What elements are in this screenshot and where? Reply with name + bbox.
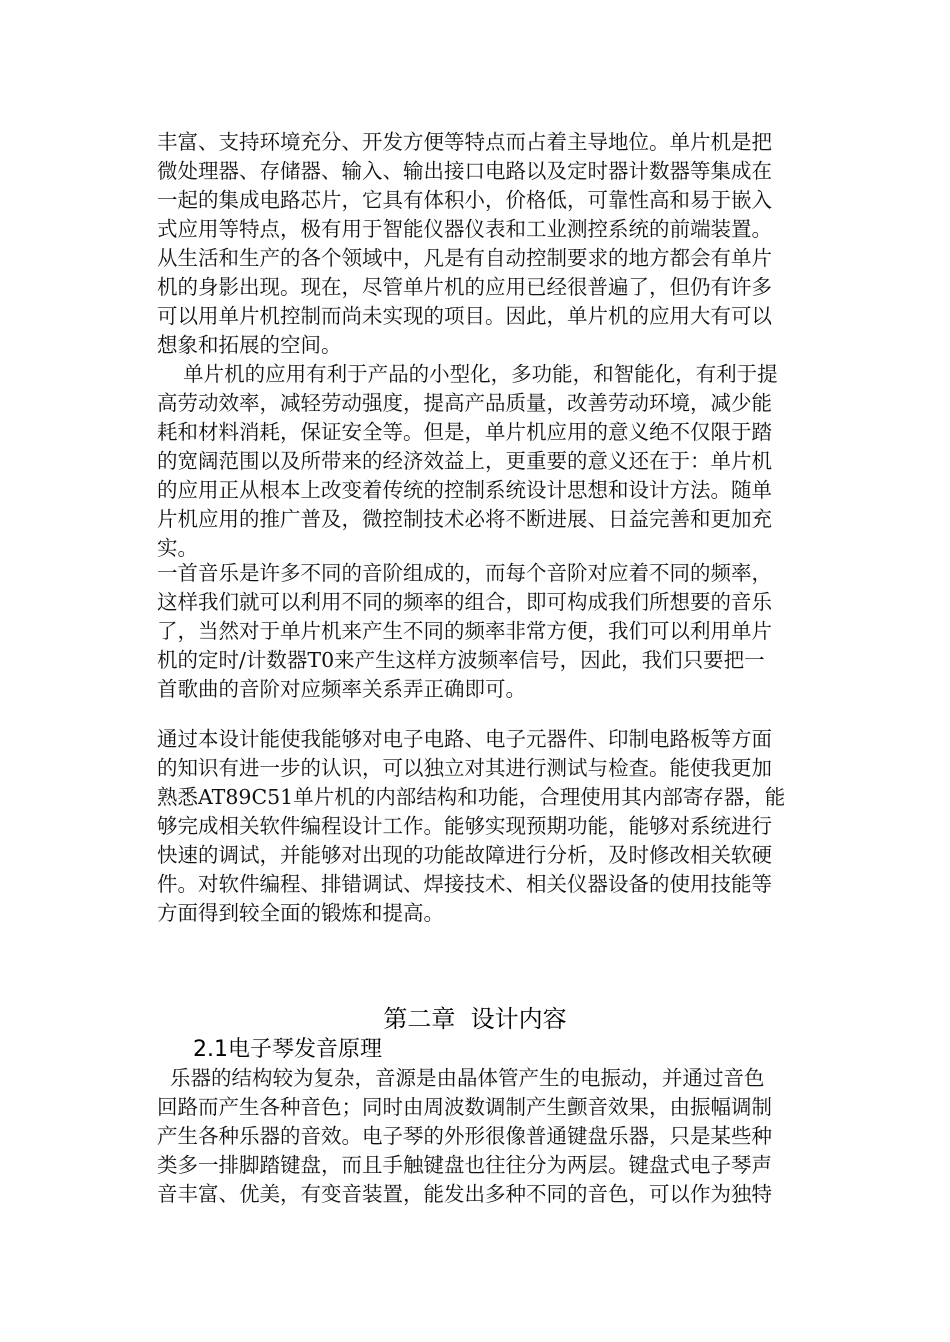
paragraph-3-line: 这样我们就可以利用不同的频率的组合，即可构成我们所想要的音乐 [157,590,772,614]
paragraph-4-line: 方面得到较全面的锻炼和提高。 [157,901,444,925]
paragraph-3-line: 一首音乐是许多不同的音阶组成的，而每个音阶对应着不同的频率， [157,561,772,585]
section-title: 2.1电子琴发音原理 [193,1037,382,1062]
paragraph-4-line: 通过本设计能使我能够对电子电路、电子元器件、印制电路板等方面 [157,727,772,751]
section-paragraph-line: 音丰富、优美，有变音装置，能发出多种不同的音色，可以作为独特 [157,1182,772,1206]
paragraph-1-line: 微处理器、存储器、输入、输出接口电路以及定时器计数器等集成在 [157,159,772,183]
paragraph-1-line: 想象和拓展的空间。 [157,333,342,357]
paragraph-1-line: 可以用单片机控制而尚未实现的项目。因此，单片机的应用大有可以 [157,304,772,328]
section-paragraph-line: 回路而产生各种音色；同时由周波数调制产生颤音效果，由振幅调制 [157,1095,772,1119]
paragraph-3-line: 了，当然对于单片机来产生不同的频率非常方便，我们可以利用单片 [157,619,772,643]
paragraph-2-line: 单片机的应用有利于产品的小型化，多功能，和智能化，有利于提 [157,362,778,386]
paragraph-4-line: 快速的调试，并能够对出现的功能故障进行分析，及时修改相关软硬 [157,843,772,867]
paragraph-4-line: 件。对软件编程、排错调试、焊接技术、相关仪器设备的使用技能等 [157,872,772,896]
paragraph-2-line: 高劳动效率，减轻劳动强度，提高产品质量，改善劳动环境，减少能 [157,391,772,415]
paragraph-2-line: 实。 [157,536,198,560]
paragraph-3-line: 首歌曲的音阶对应频率关系弄正确即可。 [157,677,526,701]
paragraph-4-line: 够完成相关软件编程设计工作。能够实现预期功能，能够对系统进行 [157,814,772,838]
paragraph-4-line: 的知识有进一步的认识，可以独立对其进行测试与检查。能使我更加 [157,756,772,780]
paragraph-3-line: 机的定时/计数器T0来产生这样方波频率信号，因此，我们只要把一 [157,648,765,672]
paragraph-1-line: 机的身影出现。现在，尽管单片机的应用已经很普遍了，但仍有许多 [157,275,772,299]
section-paragraph-line: 产生各种乐器的音效。电子琴的外形很像普通键盘乐器，只是某些种 [157,1124,772,1148]
paragraph-2-line: 的应用正从根本上改变着传统的控制系统设计思想和设计方法。随单 [157,478,772,502]
section-paragraph-line: 类多一排脚踏键盘，而且手触键盘也往往分为两层。键盘式电子琴声 [157,1153,772,1177]
paragraph-1-line: 一起的集成电路芯片，它具有体积小，价格低，可靠性高和易于嵌入 [157,188,772,212]
paragraph-2-line: 片机应用的推广普及，微控制技术必将不断进展、日益完善和更加充 [157,507,772,531]
paragraph-1-line: 从生活和生产的各个领域中，凡是有自动控制要求的地方都会有单片 [157,246,772,270]
paragraph-2-line: 的宽阔范围以及所带来的经济效益上，更重要的意义还在于：单片机 [157,449,772,473]
paragraph-2-line: 耗和材料消耗，保证安全等。但是，单片机应用的意义绝不仅限于踏 [157,420,772,444]
paragraph-1-line: 丰富、支持环境充分、开发方便等特点而占着主导地位。单片机是把 [157,130,772,154]
paragraph-4-line: 熟悉AT89C51单片机的内部结构和功能，合理使用其内部寄存器，能 [157,785,786,809]
chapter-title: 第二章 设计内容 [383,1005,567,1033]
section-paragraph-line: 乐器的结构较为复杂，音源是由晶体管产生的电振动，并通过音色 [157,1066,765,1090]
paragraph-1-line: 式应用等特点，极有用于智能仪器仪表和工业测控系统的前端装置。 [157,217,772,241]
